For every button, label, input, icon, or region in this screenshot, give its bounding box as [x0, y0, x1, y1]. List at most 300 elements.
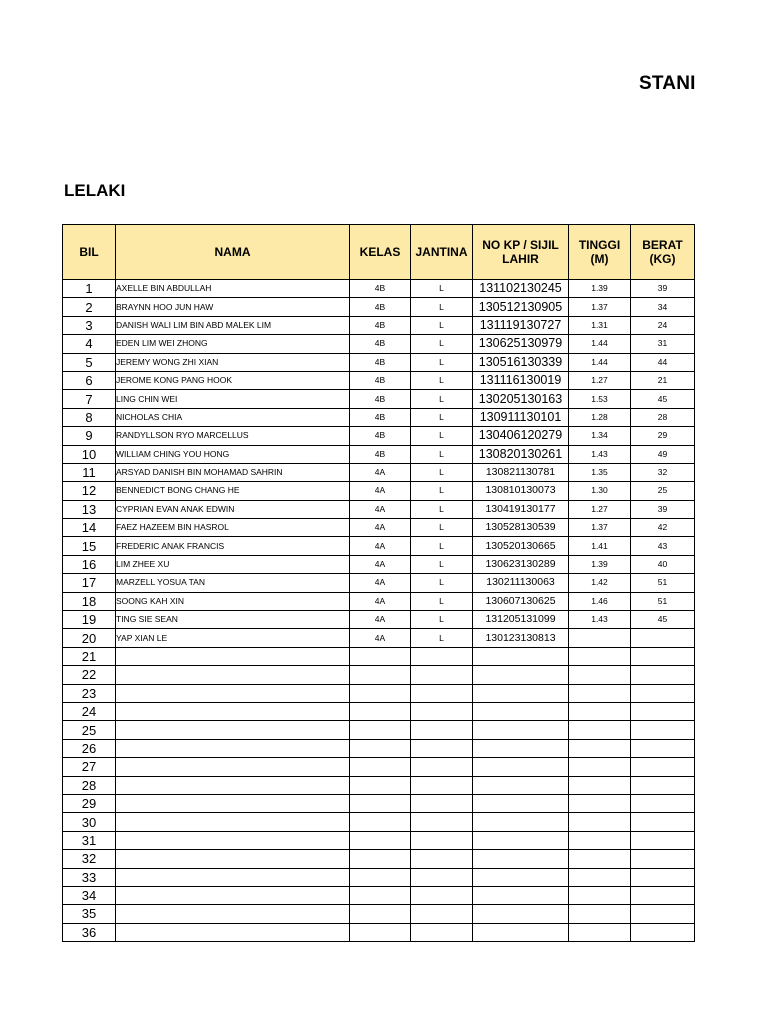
table-row — [63, 463, 695, 481]
cell-berat: 42 — [631, 519, 695, 537]
table-row — [63, 647, 695, 665]
table-row — [63, 353, 695, 371]
cell-bil: 28 — [63, 776, 116, 794]
cell-nama: FREDERIC ANAK FRANCIS — [116, 537, 350, 555]
cell-bil: 8 — [63, 408, 116, 426]
cell-jantina — [411, 868, 473, 886]
cell-tinggi: 1.31 — [569, 316, 631, 334]
cell-kelas: 4B — [350, 371, 411, 389]
cell-nokp — [473, 923, 569, 941]
cell-berat: 39 — [631, 500, 695, 518]
cell-nokp — [473, 721, 569, 739]
cell-nokp — [473, 868, 569, 886]
table-row — [63, 390, 695, 408]
cell-kelas: 4B — [350, 353, 411, 371]
cell-kelas: 4A — [350, 611, 411, 629]
cell-nama: WILLIAM CHING YOU HONG — [116, 445, 350, 463]
cell-bil: 31 — [63, 831, 116, 849]
cell-nama — [116, 831, 350, 849]
cell-jantina — [411, 776, 473, 794]
cell-kelas — [350, 702, 411, 720]
cell-jantina — [411, 739, 473, 757]
cell-nama: MARZELL YOSUA TAN — [116, 574, 350, 592]
cell-nokp — [473, 886, 569, 904]
cell-tinggi — [569, 666, 631, 684]
cell-nokp — [473, 684, 569, 702]
cell-jantina: L — [411, 316, 473, 334]
cell-bil: 21 — [63, 647, 116, 665]
cell-kelas — [350, 923, 411, 941]
cell-berat — [631, 794, 695, 812]
cell-nokp: 130205130163 — [473, 390, 569, 408]
cell-berat: 25 — [631, 482, 695, 500]
cell-tinggi — [569, 721, 631, 739]
cell-nama: BENNEDICT BONG CHANG HE — [116, 482, 350, 500]
table-row — [63, 371, 695, 389]
cell-kelas: 4B — [350, 445, 411, 463]
cell-jantina: L — [411, 537, 473, 555]
cell-bil: 2 — [63, 298, 116, 316]
cell-jantina: L — [411, 555, 473, 573]
cell-jantina — [411, 923, 473, 941]
cell-bil: 25 — [63, 721, 116, 739]
table-header-row — [63, 225, 695, 280]
table-row — [63, 739, 695, 757]
cell-bil: 6 — [63, 371, 116, 389]
cell-jantina — [411, 666, 473, 684]
cell-nama — [116, 850, 350, 868]
cell-berat — [631, 813, 695, 831]
cell-bil: 36 — [63, 923, 116, 941]
cell-kelas: 4B — [350, 335, 411, 353]
cell-berat — [631, 923, 695, 941]
cell-berat: 21 — [631, 371, 695, 389]
cell-nokp: 130520130665 — [473, 537, 569, 555]
cell-tinggi — [569, 886, 631, 904]
cell-bil: 15 — [63, 537, 116, 555]
section-title: LELAKI — [64, 181, 126, 200]
cell-jantina: L — [411, 445, 473, 463]
cell-nokp: 131102130245 — [473, 280, 569, 298]
table-row — [63, 335, 695, 353]
cell-bil: 20 — [63, 629, 116, 647]
cell-tinggi — [569, 629, 631, 647]
table-row — [63, 794, 695, 812]
cell-nama: FAEZ HAZEEM BIN HASROL — [116, 519, 350, 537]
cell-tinggi — [569, 758, 631, 776]
cell-jantina — [411, 886, 473, 904]
cell-kelas: 4A — [350, 592, 411, 610]
table-row — [63, 850, 695, 868]
cell-jantina — [411, 702, 473, 720]
cell-nama — [116, 776, 350, 794]
cell-bil: 3 — [63, 316, 116, 334]
cell-nama — [116, 647, 350, 665]
cell-tinggi — [569, 647, 631, 665]
cell-nama: YAP XIAN LE — [116, 629, 350, 647]
cell-kelas — [350, 794, 411, 812]
cell-berat — [631, 886, 695, 904]
cell-nokp: 130512130905 — [473, 298, 569, 316]
cell-nama: ARSYAD DANISH BIN MOHAMAD SAHRIN — [116, 463, 350, 481]
cell-berat: 45 — [631, 390, 695, 408]
cell-nama — [116, 666, 350, 684]
table-row — [63, 445, 695, 463]
table-row — [63, 519, 695, 537]
cell-berat: 49 — [631, 445, 695, 463]
cell-bil: 18 — [63, 592, 116, 610]
cell-bil: 26 — [63, 739, 116, 757]
cell-tinggi — [569, 868, 631, 886]
cell-jantina: L — [411, 629, 473, 647]
cell-nama — [116, 923, 350, 941]
cell-berat — [631, 702, 695, 720]
cell-kelas — [350, 721, 411, 739]
document-title: STANI — [639, 73, 696, 94]
table-row — [63, 831, 695, 849]
cell-kelas: 4A — [350, 574, 411, 592]
cell-kelas — [350, 758, 411, 776]
cell-nama: LING CHIN WEI — [116, 390, 350, 408]
cell-kelas: 4B — [350, 427, 411, 445]
cell-tinggi: 1.37 — [569, 298, 631, 316]
cell-jantina: L — [411, 335, 473, 353]
cell-kelas: 4A — [350, 629, 411, 647]
cell-berat: 45 — [631, 611, 695, 629]
cell-berat: 28 — [631, 408, 695, 426]
header-nokp: NO KP / SIJIL LAHIR — [473, 225, 569, 280]
cell-nokp: 131116130019 — [473, 371, 569, 389]
cell-berat: 43 — [631, 537, 695, 555]
cell-bil: 1 — [63, 280, 116, 298]
cell-bil: 9 — [63, 427, 116, 445]
cell-bil: 35 — [63, 905, 116, 923]
cell-tinggi — [569, 905, 631, 923]
table-row — [63, 500, 695, 518]
cell-kelas: 4B — [350, 280, 411, 298]
cell-tinggi — [569, 776, 631, 794]
cell-bil: 22 — [63, 666, 116, 684]
cell-tinggi: 1.30 — [569, 482, 631, 500]
cell-nama — [116, 739, 350, 757]
table-row — [63, 408, 695, 426]
cell-bil: 11 — [63, 463, 116, 481]
cell-bil: 32 — [63, 850, 116, 868]
table-row — [63, 868, 695, 886]
cell-tinggi: 1.27 — [569, 500, 631, 518]
header-berat: BERAT (KG) — [631, 225, 695, 280]
cell-tinggi: 1.34 — [569, 427, 631, 445]
cell-berat: 34 — [631, 298, 695, 316]
table-row — [63, 905, 695, 923]
cell-tinggi: 1.43 — [569, 611, 631, 629]
cell-nokp: 130406120279 — [473, 427, 569, 445]
cell-nama: SOONG KAH XIN — [116, 592, 350, 610]
cell-jantina — [411, 905, 473, 923]
table-row — [63, 666, 695, 684]
cell-berat: 40 — [631, 555, 695, 573]
cell-nokp — [473, 831, 569, 849]
cell-kelas — [350, 684, 411, 702]
cell-tinggi — [569, 684, 631, 702]
cell-nokp: 130625130979 — [473, 335, 569, 353]
cell-nama — [116, 813, 350, 831]
cell-jantina: L — [411, 574, 473, 592]
table-row — [63, 611, 695, 629]
cell-tinggi — [569, 739, 631, 757]
table-row — [63, 684, 695, 702]
cell-bil: 14 — [63, 519, 116, 537]
cell-kelas: 4B — [350, 316, 411, 334]
cell-jantina: L — [411, 500, 473, 518]
cell-nama: DANISH WALI LIM BIN ABD MALEK LIM — [116, 316, 350, 334]
cell-nokp — [473, 776, 569, 794]
cell-berat: 39 — [631, 280, 695, 298]
cell-bil: 13 — [63, 500, 116, 518]
table-row — [63, 482, 695, 500]
cell-jantina: L — [411, 280, 473, 298]
cell-nama: EDEN LIM WEI ZHONG — [116, 335, 350, 353]
cell-nokp: 130516130339 — [473, 353, 569, 371]
table-row — [63, 592, 695, 610]
cell-nama — [116, 721, 350, 739]
header-tinggi: TINGGI (M) — [569, 225, 631, 280]
cell-berat — [631, 666, 695, 684]
cell-tinggi: 1.39 — [569, 280, 631, 298]
cell-tinggi — [569, 850, 631, 868]
cell-berat: 51 — [631, 574, 695, 592]
table-row — [63, 702, 695, 720]
cell-bil: 7 — [63, 390, 116, 408]
cell-jantina: L — [411, 611, 473, 629]
cell-kelas: 4B — [350, 390, 411, 408]
header-jantina: JANTINA — [411, 225, 473, 280]
table-row — [63, 886, 695, 904]
cell-nama: AXELLE BIN ABDULLAH — [116, 280, 350, 298]
cell-nokp — [473, 647, 569, 665]
cell-berat — [631, 758, 695, 776]
table-row — [63, 280, 695, 298]
cell-nokp: 130211130063 — [473, 574, 569, 592]
cell-nokp — [473, 758, 569, 776]
cell-bil: 19 — [63, 611, 116, 629]
cell-tinggi: 1.41 — [569, 537, 631, 555]
cell-jantina — [411, 684, 473, 702]
cell-kelas — [350, 647, 411, 665]
cell-nama — [116, 702, 350, 720]
cell-tinggi: 1.44 — [569, 353, 631, 371]
cell-nokp: 130123130813 — [473, 629, 569, 647]
cell-nama: TING SIE SEAN — [116, 611, 350, 629]
cell-nama: LIM ZHEE XU — [116, 555, 350, 573]
table-row — [63, 537, 695, 555]
cell-nama — [116, 684, 350, 702]
cell-kelas — [350, 776, 411, 794]
cell-nama — [116, 794, 350, 812]
table-row — [63, 574, 695, 592]
cell-jantina: L — [411, 427, 473, 445]
cell-nokp: 131119130727 — [473, 316, 569, 334]
cell-jantina: L — [411, 519, 473, 537]
cell-kelas — [350, 868, 411, 886]
cell-nama — [116, 886, 350, 904]
cell-bil: 5 — [63, 353, 116, 371]
cell-nokp: 130911130101 — [473, 408, 569, 426]
cell-berat — [631, 868, 695, 886]
cell-nokp — [473, 794, 569, 812]
cell-jantina — [411, 758, 473, 776]
cell-bil: 17 — [63, 574, 116, 592]
cell-kelas — [350, 813, 411, 831]
cell-jantina: L — [411, 592, 473, 610]
cell-nokp: 130607130625 — [473, 592, 569, 610]
cell-kelas — [350, 850, 411, 868]
cell-berat: 44 — [631, 353, 695, 371]
cell-kelas: 4A — [350, 463, 411, 481]
cell-jantina: L — [411, 390, 473, 408]
cell-kelas: 4A — [350, 519, 411, 537]
table-row — [63, 813, 695, 831]
cell-berat: 32 — [631, 463, 695, 481]
cell-bil: 29 — [63, 794, 116, 812]
cell-bil: 4 — [63, 335, 116, 353]
cell-bil: 12 — [63, 482, 116, 500]
cell-kelas: 4A — [350, 537, 411, 555]
cell-jantina — [411, 721, 473, 739]
cell-tinggi: 1.39 — [569, 555, 631, 573]
cell-kelas — [350, 831, 411, 849]
cell-tinggi: 1.42 — [569, 574, 631, 592]
cell-berat: 29 — [631, 427, 695, 445]
cell-jantina — [411, 813, 473, 831]
cell-nama: BRAYNN HOO JUN HAW — [116, 298, 350, 316]
cell-nokp: 130419130177 — [473, 500, 569, 518]
cell-kelas — [350, 666, 411, 684]
cell-kelas: 4A — [350, 482, 411, 500]
cell-jantina: L — [411, 408, 473, 426]
cell-kelas: 4A — [350, 555, 411, 573]
cell-berat — [631, 739, 695, 757]
cell-bil: 34 — [63, 886, 116, 904]
cell-nama — [116, 758, 350, 776]
cell-bil: 10 — [63, 445, 116, 463]
cell-berat: 51 — [631, 592, 695, 610]
cell-berat — [631, 684, 695, 702]
cell-tinggi — [569, 813, 631, 831]
cell-jantina: L — [411, 482, 473, 500]
table-row — [63, 427, 695, 445]
cell-nama: CYPRIAN EVAN ANAK EDWIN — [116, 500, 350, 518]
cell-nama — [116, 868, 350, 886]
cell-nama: RANDYLLSON RYO MARCELLUS — [116, 427, 350, 445]
cell-nokp — [473, 702, 569, 720]
table-row — [63, 923, 695, 941]
header-kelas: KELAS — [350, 225, 411, 280]
cell-berat — [631, 905, 695, 923]
cell-bil: 24 — [63, 702, 116, 720]
cell-nokp: 131205131099 — [473, 611, 569, 629]
cell-jantina: L — [411, 298, 473, 316]
cell-nama: NICHOLAS CHIA — [116, 408, 350, 426]
cell-nama: JEROME KONG PANG HOOK — [116, 371, 350, 389]
cell-nokp — [473, 850, 569, 868]
header-nama: NAMA — [116, 225, 350, 280]
cell-tinggi — [569, 831, 631, 849]
cell-berat — [631, 776, 695, 794]
cell-nokp: 130810130073 — [473, 482, 569, 500]
cell-berat — [631, 629, 695, 647]
table-row — [63, 776, 695, 794]
cell-tinggi: 1.44 — [569, 335, 631, 353]
cell-kelas — [350, 886, 411, 904]
table-row — [63, 555, 695, 573]
cell-nokp: 130821130781 — [473, 463, 569, 481]
cell-kelas — [350, 739, 411, 757]
cell-tinggi — [569, 923, 631, 941]
cell-berat — [631, 647, 695, 665]
cell-nokp: 130528130539 — [473, 519, 569, 537]
cell-nokp: 130820130261 — [473, 445, 569, 463]
cell-jantina — [411, 831, 473, 849]
cell-jantina — [411, 850, 473, 868]
table-row — [63, 298, 695, 316]
cell-tinggi: 1.53 — [569, 390, 631, 408]
cell-nokp — [473, 666, 569, 684]
cell-tinggi: 1.46 — [569, 592, 631, 610]
cell-nokp: 130623130289 — [473, 555, 569, 573]
cell-bil: 27 — [63, 758, 116, 776]
cell-berat — [631, 721, 695, 739]
cell-tinggi: 1.27 — [569, 371, 631, 389]
cell-jantina: L — [411, 463, 473, 481]
cell-kelas: 4A — [350, 500, 411, 518]
cell-tinggi: 1.35 — [569, 463, 631, 481]
cell-nama — [116, 905, 350, 923]
cell-bil: 30 — [63, 813, 116, 831]
cell-nokp — [473, 813, 569, 831]
cell-kelas: 4B — [350, 298, 411, 316]
cell-berat — [631, 831, 695, 849]
cell-jantina: L — [411, 353, 473, 371]
cell-kelas — [350, 905, 411, 923]
table-row — [63, 758, 695, 776]
cell-tinggi: 1.43 — [569, 445, 631, 463]
header-bil: BIL — [63, 225, 116, 280]
cell-berat: 24 — [631, 316, 695, 334]
cell-kelas: 4B — [350, 408, 411, 426]
table-body — [63, 280, 695, 942]
cell-bil: 33 — [63, 868, 116, 886]
cell-tinggi: 1.28 — [569, 408, 631, 426]
table-row — [63, 721, 695, 739]
cell-berat — [631, 850, 695, 868]
cell-jantina — [411, 794, 473, 812]
cell-jantina: L — [411, 371, 473, 389]
cell-bil: 23 — [63, 684, 116, 702]
table-row — [63, 316, 695, 334]
cell-tinggi — [569, 794, 631, 812]
cell-bil: 16 — [63, 555, 116, 573]
cell-jantina — [411, 647, 473, 665]
cell-nokp — [473, 905, 569, 923]
cell-berat: 31 — [631, 335, 695, 353]
student-table — [62, 224, 695, 942]
cell-nokp — [473, 739, 569, 757]
cell-nama: JEREMY WONG ZHI XIAN — [116, 353, 350, 371]
table-row — [63, 629, 695, 647]
cell-tinggi — [569, 702, 631, 720]
cell-tinggi: 1.37 — [569, 519, 631, 537]
